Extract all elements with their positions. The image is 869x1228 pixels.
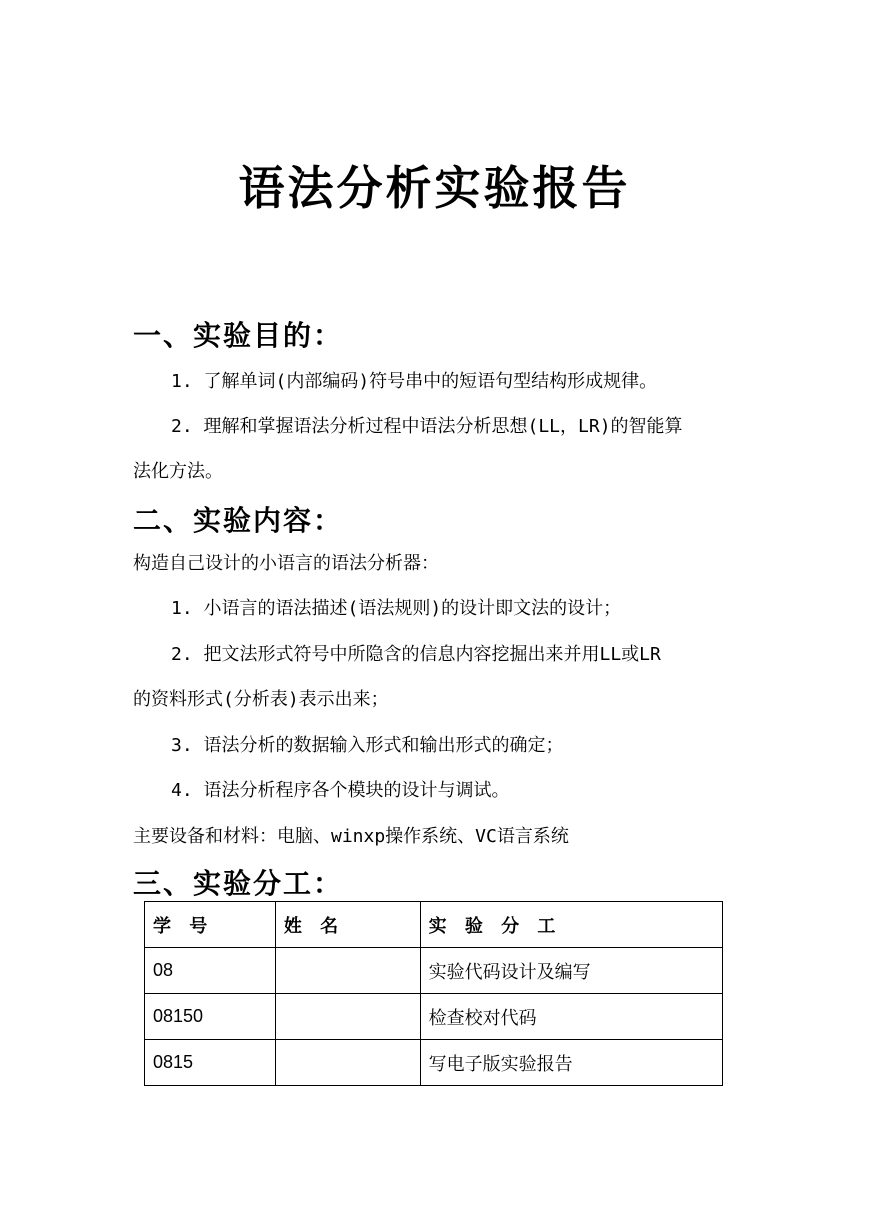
cell-student-id: 08150	[145, 994, 276, 1040]
content-item-1: 1. 小语言的语法描述(语法规则)的设计即文法的设计；	[171, 598, 622, 619]
cell-student-id: 0815	[145, 1040, 276, 1086]
header-name: 姓 名	[275, 902, 420, 948]
document-title: 语法分析实验报告	[238, 161, 631, 215]
cell-student-id: 08	[145, 948, 276, 994]
table-row	[145, 1040, 723, 1086]
cell-task: 实验代码设计及编写	[420, 948, 722, 994]
section1-heading: 一、实验目的：	[133, 319, 344, 352]
content-item-2: 2. 把文法形式符号中所隐含的信息内容挖掘出来并用LL或LR	[171, 644, 661, 665]
table-row	[145, 948, 723, 994]
equipment-line: 主要设备和材料：电脑、winxp操作系统、VC语言系统	[133, 826, 569, 847]
table-row	[145, 994, 723, 1040]
objective-item-2: 2. 理解和掌握语法分析过程中语法分析思想(LL，LR)的智能算	[171, 416, 683, 437]
cell-name	[275, 1040, 420, 1086]
content-item-3: 3. 语法分析的数据输入形式和输出形式的确定；	[171, 735, 564, 756]
objective-item-2-cont: 法化方法。	[133, 461, 223, 482]
cell-task: 检查校对代码	[420, 994, 722, 1040]
content-intro: 构造自己设计的小语言的语法分析器：	[133, 553, 439, 574]
content-item-2-cont: 的资料形式(分析表)表示出来；	[133, 689, 389, 710]
table-header-row	[145, 902, 723, 948]
cell-task: 写电子版实验报告	[420, 1040, 722, 1086]
objective-item-1: 1. 了解单词(内部编码)符号串中的短语句型结构形成规律。	[171, 371, 658, 392]
division-table	[144, 901, 723, 1086]
cell-name	[275, 948, 420, 994]
content-item-4: 4. 语法分析程序各个模块的设计与调试。	[171, 780, 510, 801]
section2-heading: 二、实验内容：	[133, 504, 344, 537]
header-student-id: 学 号	[145, 902, 276, 948]
cell-name	[275, 994, 420, 1040]
section3-heading: 三、实验分工：	[133, 867, 344, 900]
header-task: 实 验 分 工	[420, 902, 722, 948]
